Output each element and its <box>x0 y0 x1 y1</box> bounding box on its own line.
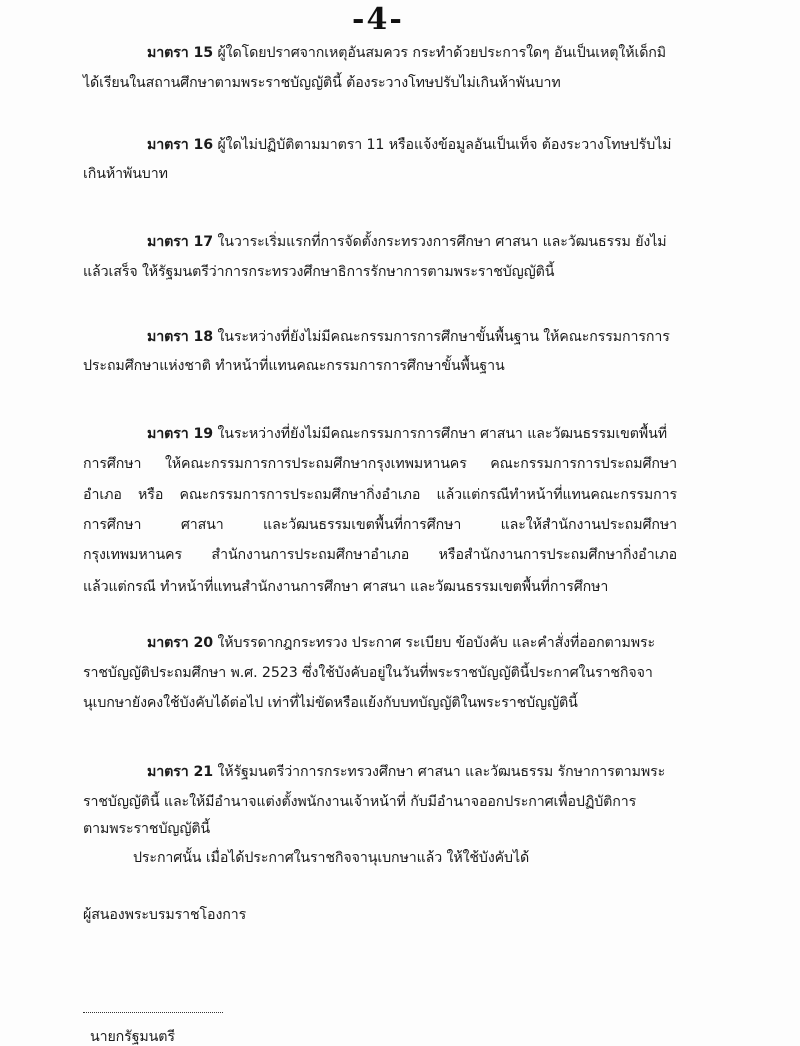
section-21-label: มาตรา 21 <box>147 764 214 780</box>
section-20-line-2: ราชบัญญัติประถมศึกษา พ.ศ. 2523 ซึ่งใช้บังคับอยู่ในวันที่พระราชบัญญัตินี้ประกาศในราชกิจจา <box>83 665 653 681</box>
section-16-line-1 <box>147 136 677 154</box>
section-15-line-1 <box>147 44 677 62</box>
countersign-text: ผู้สนองพระบรมราชโองการ <box>83 907 247 923</box>
section-17-line-1 <box>147 233 677 251</box>
section-20-line-3: นุเบกษายังคงใช้บังคับได้ต่อไป เท่าที่ไม่ขัดหรือแย้งกับบทบัญญัติในพระราชบัญญัตินี้ <box>83 695 578 711</box>
section-15-line-2: ได้เรียนในสถานศึกษาตามพระราชบัญญัตินี้ ต้องระวางโทษปรับไม่เกินห้าพันบาท <box>83 75 561 91</box>
section-19-line-1 <box>147 425 677 443</box>
section-19-line-6: แล้วแต่กรณี ทำหน้าที่แทนสำนักงานการศึกษา ศาสนา และวัฒนธรรมเขตพื้นที่การศึกษา <box>83 579 609 595</box>
section-17-text-1: ในวาระเริ่มแรกที่การจัดตั้งกระทรวงการศึกษา ศาสนา และวัฒนธรรม ยังไม่ <box>217 234 667 250</box>
section-20-label: มาตรา 20 <box>147 635 214 651</box>
section-18-line-1 <box>147 328 677 346</box>
section-16-line-2: เกินห้าพันบาท <box>83 166 168 182</box>
section-17-line-2: แล้วเสร็จ ให้รัฐมนตรีว่าการกระทรวงศึกษาธิการรักษาการตามพระราชบัญญัตินี้ <box>83 264 555 280</box>
section-18-text-1: ในระหว่างที่ยังไม่มีคณะกรรมการการศึกษาขั้นพื้นฐาน ให้คณะกรรมการการ <box>217 329 670 345</box>
proclamation-text: ประกาศนั้น เมื่อได้ประกาศในราชกิจจานุเบกษาแล้ว ให้ใช้บังคับได้ <box>133 850 530 866</box>
section-16-text-1: ผู้ใดไม่ปฏิบัติตามมาตรา 11 หรือแจ้งข้อมูลอันเป็นเท็จ ต้องระวางโทษปรับไม่ <box>217 137 672 153</box>
section-15-label: มาตรา 15 <box>147 45 214 61</box>
section-21-line-2: ราชบัญญัตินี้ และให้มีอำนาจแต่งตั้งพนักงานเจ้าหน้าที่ กับมีอำนาจออกประกาศเพื่อปฏิบัติการ <box>83 794 637 810</box>
signature-title: นายกรัฐมนตรี <box>90 1029 175 1045</box>
page-number: -4- <box>352 2 404 37</box>
section-21-line-1 <box>147 763 677 781</box>
section-19-line-2: การศึกษา ให้คณะกรรมการการประถมศึกษากรุงเทพมหานคร คณะกรรมการการประถมศึกษา <box>83 456 677 472</box>
section-20-text-1: ให้บรรดากฎกระทรวง ประกาศ ระเบียบ ข้อบังคับ และคำสั่งที่ออกตามพระ <box>217 635 656 651</box>
section-17-label: มาตรา 17 <box>147 234 214 250</box>
section-18-line-2: ประถมศึกษาแห่งชาติ ทำหน้าที่แทนคณะกรรมการการศึกษาขั้นพื้นฐาน <box>83 358 505 374</box>
section-20-line-1 <box>147 634 677 652</box>
section-19-line-3: อำเภอ หรือ คณะกรรมการการประถมศึกษากิ่งอำเภอ แล้วแต่กรณีทำหน้าที่แทนคณะกรรมการ <box>83 487 677 503</box>
section-19-line-5: กรุงเทพมหานคร สำนักงานการประถมศึกษาอำเภอ หรือสำนักงานการประถมศึกษากิ่งอำเภอ <box>83 547 677 563</box>
section-21-text-1: ให้รัฐมนตรีว่าการกระทรวงศึกษา ศาสนา และวัฒนธรรม รักษาการตามพระ <box>217 764 666 780</box>
section-16-label: มาตรา 16 <box>147 137 214 153</box>
section-19-text-1: ในระหว่างที่ยังไม่มีคณะกรรมการการศึกษา ศาสนา และวัฒนธรรมเขตพื้นที่ <box>217 426 667 442</box>
section-19-label: มาตรา 19 <box>147 426 214 442</box>
section-18-label: มาตรา 18 <box>147 329 214 345</box>
signature-line <box>83 1004 223 1013</box>
section-15-text-1: ผู้ใดโดยปราศจากเหตุอันสมควร กระทำด้วยประการใดๆ อันเป็นเหตุให้เด็กมิ <box>217 45 667 61</box>
section-19-line-4: การศึกษา ศาสนา และวัฒนธรรมเขตพื้นที่การศึกษา และให้สำนักงานประถมศึกษา <box>83 517 677 533</box>
section-21-line-3: ตามพระราชบัญญัตินี้ <box>83 821 211 837</box>
